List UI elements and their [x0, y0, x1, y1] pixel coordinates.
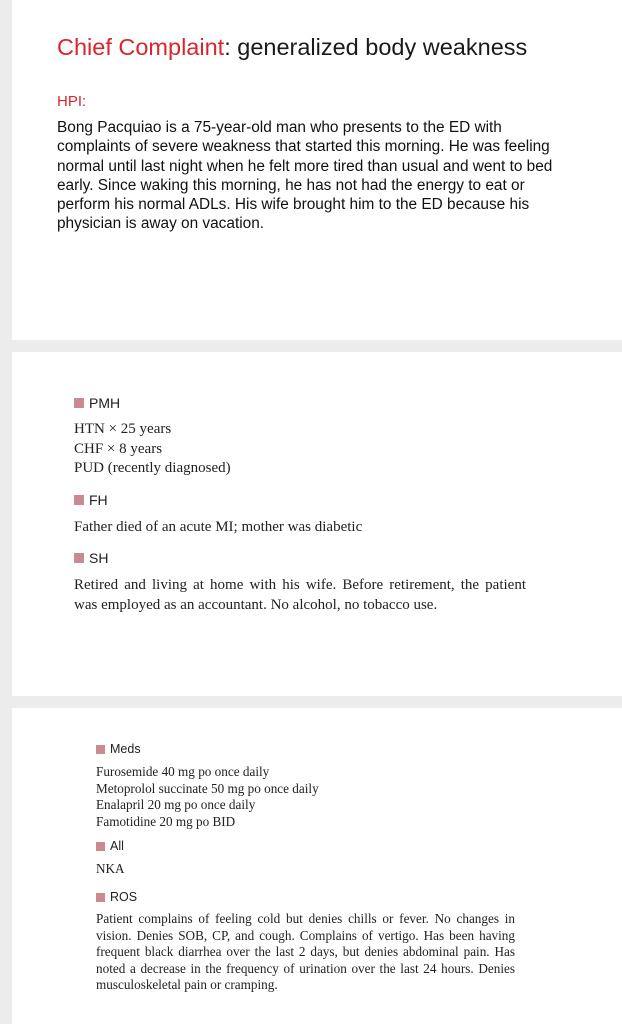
- section-marker-icon: [96, 893, 105, 902]
- hpi-text: Bong Pacquiao is a 75-year-old man who presents to the ED with complaints of severe weakness that started this morning. He was feeling normal until last night when he felt more tired than usual and went to bed early. Since waking this morning, he has not had the energy to eat or perform his normal ADLs. His wife brought him to the ED because his physician is away on vacation.: [57, 119, 553, 233]
- pmh-item: CHF × 8 years: [74, 440, 163, 457]
- sh-text: Retired and living at home with his wife. Before retirement, the patient was employed as an accountant. No alcohol, no tobacco use.: [74, 577, 526, 613]
- pmh-item: HTN × 25 years: [74, 421, 172, 437]
- section-marker-icon: [74, 553, 84, 563]
- allergies-heading-label: All: [110, 839, 124, 853]
- meds-list: [96, 764, 319, 830]
- sh-heading: [74, 550, 108, 566]
- med-item: Enalapril 20 mg po once daily: [96, 797, 256, 813]
- history-page: [12, 352, 622, 696]
- ros-text: Patient complains of feeling cold but denies chills or fever. No changes in vision. Denies SOB, CP, and cough. Complains of vertigo. Has been having frequent black diarrhea over the last 2 days, but denies abdominal pain. Has noted a decrease in the frequency of urination over the last 24 hours. Denies musculoskeletal pain or cramping.: [96, 911, 515, 993]
- ros-heading: [96, 890, 137, 904]
- allergies-text: NKA: [96, 861, 125, 876]
- med-item: Furosemide 40 mg po once daily: [96, 764, 270, 779]
- meds-page: [12, 708, 622, 1024]
- meds-heading: [96, 742, 141, 756]
- fh-heading-label: FH: [89, 492, 108, 508]
- pmh-item: PUD (recently diagnosed): [74, 460, 231, 476]
- pmh-list: [74, 420, 231, 479]
- section-marker-icon: [74, 398, 84, 408]
- pmh-heading: [74, 395, 120, 411]
- fh-heading: [74, 492, 108, 508]
- allergies-heading: [96, 839, 124, 853]
- section-marker-icon: [96, 842, 105, 851]
- slide-page: [12, 0, 622, 340]
- chief-complaint-title: [57, 34, 527, 61]
- section-marker-icon: [96, 745, 105, 754]
- med-item: Famotidine 20 mg po BID: [96, 813, 236, 829]
- hpi-label: HPI:: [57, 93, 87, 110]
- fh-text: Father died of an acute MI; mother was diabetic: [74, 519, 363, 535]
- pmh-heading-label: PMH: [89, 395, 121, 411]
- section-marker-icon: [74, 495, 84, 505]
- ros-heading-label: ROS: [110, 890, 138, 904]
- chief-complaint-label: Chief Complaint: [57, 34, 225, 60]
- sh-heading-label: SH: [89, 550, 109, 566]
- chief-complaint-value: : generalized body weakness: [224, 34, 528, 60]
- meds-heading-label: Meds: [110, 742, 141, 756]
- med-item: Metoprolol succinate 50 mg po once daily: [96, 780, 319, 796]
